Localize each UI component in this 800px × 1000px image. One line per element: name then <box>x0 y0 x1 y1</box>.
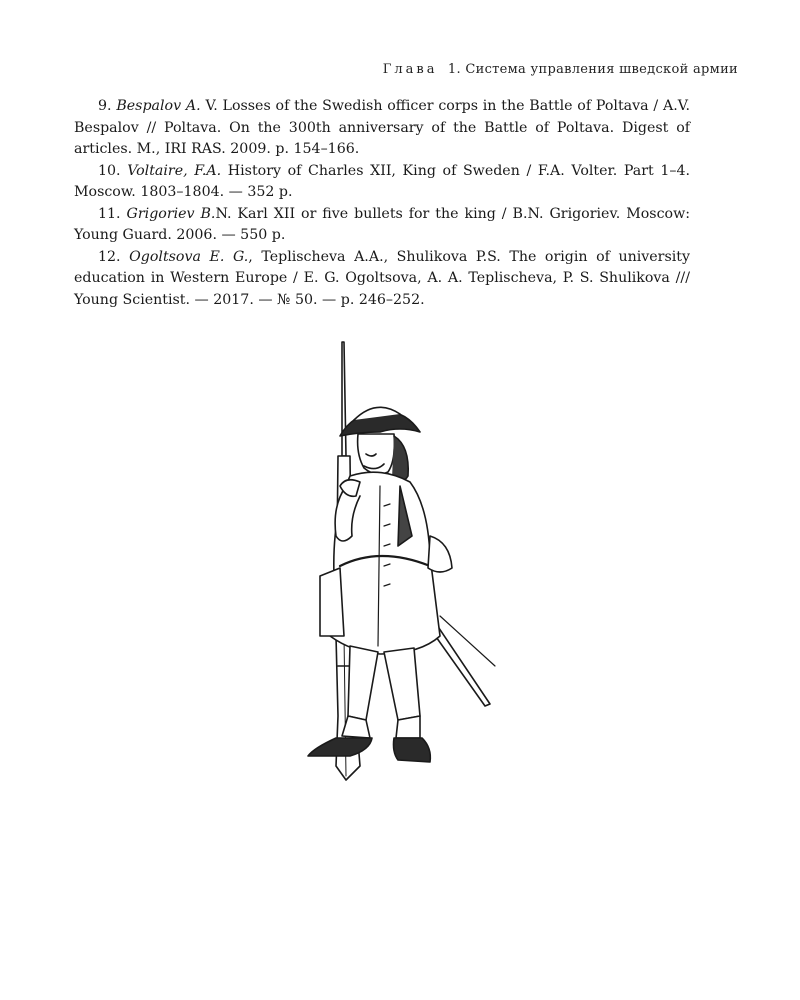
reference-item <box>74 247 690 312</box>
chapter-number: 1. <box>447 62 461 77</box>
tricorne-hat-drawing <box>340 407 420 436</box>
reference-number: 12. <box>98 248 121 265</box>
chapter-title: Система управления шведской армии <box>465 62 738 77</box>
soldier-illustration <box>280 336 520 786</box>
reference-number: 11. <box>98 205 121 222</box>
reference-author: Voltaire, F.A. <box>127 162 222 179</box>
running-header <box>383 62 738 77</box>
reference-item <box>74 96 690 161</box>
reference-text: N. Karl XII or five bullets for the king / B.N. Grigoriev. Moscow: Young Guard. 2006. — 550 p. <box>74 205 691 243</box>
reference-text: , Teplischeva A.A., Shulikova P.S. The origin of university education in Western Europe / E. G. Ogoltsova, A. A. Teplischeva, P. S. Shulikova /// Young Scientist. — 2017. — № 50. — p. 246–252. <box>74 248 690 308</box>
reference-author: Bespalov A. <box>116 98 201 114</box>
reference-item <box>74 204 690 247</box>
reference-item <box>74 161 690 204</box>
chapter-label: Глава <box>382 62 438 77</box>
reference-author: Ogoltsova E. G. <box>129 248 249 265</box>
reference-number: 9. <box>98 98 112 114</box>
reference-number: 10. <box>98 162 121 179</box>
reference-list <box>74 96 690 311</box>
shoes-drawing <box>308 738 430 762</box>
reference-text: History of Charles XII, King of Sweden / F.A. Volter. Part 1–4. Moscow. 1803–1804. — 352 p. <box>74 162 690 200</box>
reference-author: Grigoriev B. <box>126 205 216 222</box>
reference-text: V. Losses of the Swedish officer corps in the Battle of Poltava / A.V. Bespalov // Poltava. On the 300th anniversary of the Battle of Poltava. Digest of articles. M., IRI RAS. 2009. p. 154–166. <box>74 98 690 157</box>
legs-drawing <box>342 646 420 738</box>
